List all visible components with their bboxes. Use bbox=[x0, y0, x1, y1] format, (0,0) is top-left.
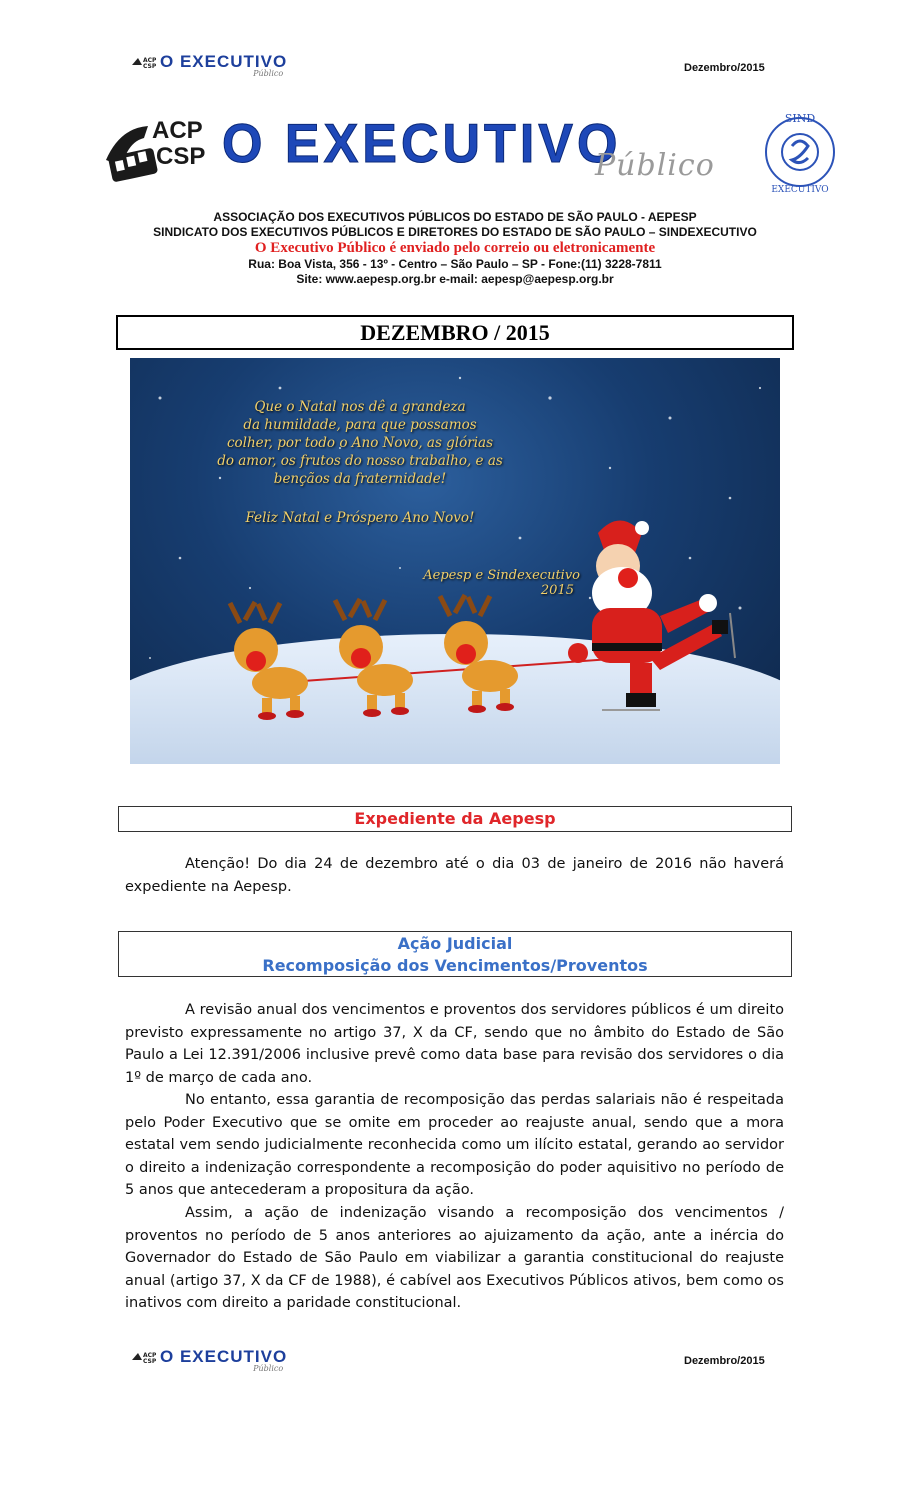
greeting-line: do amor, os frutos do nosso trabalho, e as bbox=[217, 453, 503, 469]
acp-text: ACP bbox=[152, 117, 203, 144]
acao-heading-line1: Ação Judicial bbox=[397, 934, 513, 953]
greeting-wish: Feliz Natal e Próspero Ano Novo! bbox=[245, 510, 475, 526]
reindeer-1 bbox=[230, 602, 308, 720]
seal-top-text: SIND bbox=[784, 112, 816, 125]
org-info bbox=[0, 210, 910, 287]
reindeer-2 bbox=[335, 599, 413, 717]
acao-paragraph-3: Assim, a ação de indenização visando a recomposição dos vencimentos / proventos no período de 5 anos anteriores ao ajuizamento da ação, ante a inércia do Governador do Estado de São Paulo em viabilizar a garantia constitucional do reajuste anual (artigo 37, X da CF de 1988), é cabível aos Executivos Públicos ativos, bem como os inativos com direito a paridade constitucional. bbox=[125, 1205, 784, 1311]
greeting-signature bbox=[370, 568, 580, 598]
header-date: Dezembro/2015 bbox=[684, 62, 765, 74]
acao-paragraph-2: No entanto, essa garantia de recomposição das perdas salariais não é respeitada pelo Poder Executivo que se omite em proceder ao reajuste anual, sendo que a mora estatal vem sendo judicialmente reconhecida como um ilícito estatal, gerando ao servidor o direito a indenização correspondente a recomposição do poder aquisitivo no período de 5 anos que antecederam a propositura da ação. bbox=[125, 1092, 784, 1198]
footer-logo-title: O EXECUTIVO bbox=[160, 1347, 288, 1366]
expediente-text: Atenção! Do dia 24 de dezembro até o dia 03 de janeiro de 2016 não haverá expediente na Aepesp. bbox=[125, 856, 784, 895]
org-line-union: SINDICATO DOS EXECUTIVOS PÚBLICOS E DIRETORES DO ESTADO DE SÃO PAULO – SINDEXECUTIVO bbox=[153, 225, 757, 239]
greeting-signature-year: 2015 bbox=[540, 583, 574, 598]
org-line-association: ASSOCIAÇÃO DOS EXECUTIVOS PÚBLICOS DO ESTADO DE SÃO PAULO - AEPESP bbox=[213, 210, 697, 224]
footer-logo bbox=[130, 1347, 288, 1373]
org-line-delivery: O Executivo Público é enviado pelo correio ou eletronicamente bbox=[254, 240, 656, 256]
header-logo bbox=[130, 52, 288, 78]
greeting-line: colher, por todo o Ano Novo, as glórias bbox=[226, 435, 494, 451]
christmas-card-image bbox=[130, 358, 780, 764]
acao-heading-line2: Recomposição dos Vencimentos/Proventos bbox=[262, 956, 648, 975]
svg-text:CSP: CSP bbox=[143, 63, 156, 69]
svg-text:CSP: CSP bbox=[143, 1358, 156, 1364]
greeting-line: bençãos da fraternidade! bbox=[273, 471, 447, 487]
greeting-signature-name: Aepesp e Sindexecutivo bbox=[423, 568, 580, 583]
greeting-message bbox=[200, 398, 520, 488]
sindexecutivo-seal-icon bbox=[762, 108, 838, 194]
reindeer-3 bbox=[440, 595, 518, 713]
masthead-subtitle: Público bbox=[595, 148, 715, 183]
acp-mini-icon bbox=[130, 1350, 156, 1364]
svg-text:ACP: ACP bbox=[143, 57, 156, 64]
header-logo-sub: Público bbox=[253, 69, 284, 78]
masthead-title: O EXECUTIVO bbox=[222, 113, 622, 175]
santa-claus bbox=[568, 521, 735, 711]
acp-csp-logo-icon bbox=[100, 108, 230, 188]
org-line-contact: Site: www.aepesp.org.br e-mail: aepesp@aepesp.org.br bbox=[296, 272, 614, 286]
greeting-line: Que o Natal nos dê a grandeza bbox=[254, 399, 466, 415]
footer-date: Dezembro/2015 bbox=[684, 1355, 765, 1367]
acao-heading bbox=[118, 931, 792, 977]
footer-logo-sub: Público bbox=[253, 1364, 284, 1373]
greeting-line: da humildade, para que possamos bbox=[243, 417, 477, 433]
svg-text:ACP: ACP bbox=[143, 1352, 156, 1359]
header-logo-title: O EXECUTIVO bbox=[160, 52, 288, 71]
org-line-address: Rua: Boa Vista, 356 - 13º - Centro – São Paulo – SP - Fone:(11) 3228-7811 bbox=[248, 257, 662, 271]
acao-paragraph-1: A revisão anual dos vencimentos e proventos dos servidores públicos é um direito previsto expressamente no artigo 37, X da CF, sendo que no âmbito do Estado de São Paulo a Lei 12.391/2006 inclusive prevê como data base para revisão dos servidores o dia 1º de março de cada ano. bbox=[125, 1002, 784, 1086]
csp-text: CSP bbox=[156, 143, 206, 170]
acp-mini-icon bbox=[130, 55, 156, 69]
masthead bbox=[100, 100, 845, 200]
seal-bottom-text: EXECUTIVO bbox=[771, 185, 829, 194]
expediente-heading: Expediente da Aepesp bbox=[118, 806, 792, 832]
issue-title: DEZEMBRO / 2015 bbox=[116, 315, 794, 350]
